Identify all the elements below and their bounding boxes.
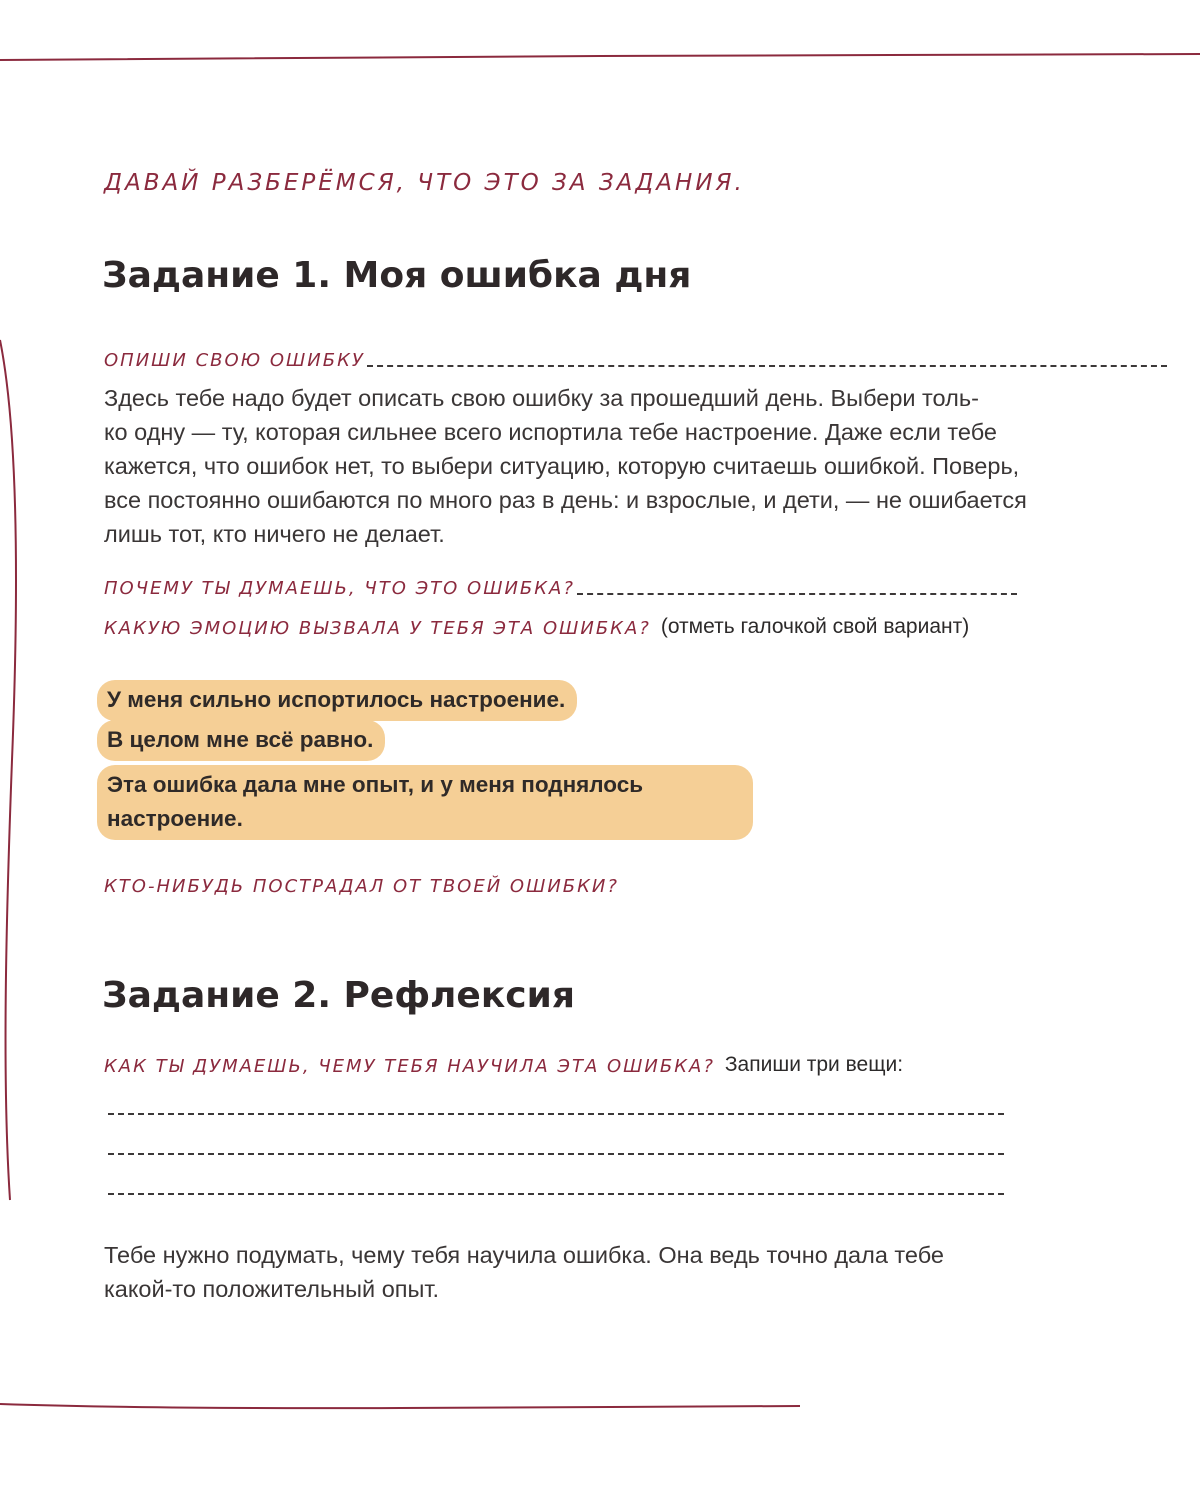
option-label: У меня сильно испортилось настроение. bbox=[107, 687, 566, 712]
answer-line-3[interactable] bbox=[108, 1193, 1004, 1195]
answer-line-2[interactable] bbox=[108, 1153, 1004, 1155]
emotion-hint: (отметь галочкой свой вариант) bbox=[660, 615, 970, 638]
emotion-prompt-row bbox=[104, 615, 969, 639]
describe-answer-line[interactable] bbox=[367, 365, 1167, 367]
learned-prompt-suffix: Запиши три вещи: bbox=[724, 1053, 904, 1076]
emotion-option-indifferent[interactable] bbox=[97, 720, 385, 761]
emotion-option-experience[interactable] bbox=[97, 765, 753, 840]
description-line: кажется, что ошибок нет, то выбери ситуацию, которую считаешь ошибкой. Поверь, bbox=[104, 453, 1020, 479]
learned-prompt-row bbox=[104, 1053, 903, 1077]
describe-prompt: ОПИШИ СВОЮ ОШИБКУ bbox=[104, 350, 365, 371]
intro-heading: ДАВАЙ РАЗБЕРЁМСЯ, ЧТО ЭТО ЗА ЗАДАНИЯ. bbox=[104, 170, 745, 196]
footer-line: Тебе нужно подумать, чему тебя научила ошибка. Она ведь точно дала тебе bbox=[104, 1242, 944, 1268]
option-label: настроение. bbox=[107, 806, 243, 831]
emotion-option-upset[interactable] bbox=[97, 680, 577, 721]
description-line: Здесь тебе надо будет описать свою ошибку за прошедший день. Выбери толь- bbox=[104, 385, 979, 411]
task2-footer-text bbox=[104, 1238, 944, 1306]
why-prompt: ПОЧЕМУ ТЫ ДУМАЕШЬ, ЧТО ЭТО ОШИБКА? bbox=[104, 578, 575, 599]
task1-title: Задание 1. Моя ошибка дня bbox=[102, 255, 692, 296]
why-answer-line[interactable] bbox=[577, 593, 1017, 595]
option-label: Эта ошибка дала мне опыт, и у меня поднялось bbox=[107, 772, 644, 797]
why-prompt-row bbox=[104, 578, 1017, 599]
learned-prompt: КАК ТЫ ДУМАЕШЬ, ЧЕМУ ТЕБЯ НАУЧИЛА ЭТА ОШИБКА? bbox=[104, 1056, 715, 1077]
emotion-prompt: КАКУЮ ЭМОЦИЮ ВЫЗВАЛА У ТЕБЯ ЭТА ОШИБКА? bbox=[104, 618, 651, 639]
footer-line: какой-то положительный опыт. bbox=[104, 1276, 440, 1302]
describe-prompt-row bbox=[104, 350, 1167, 371]
answer-line-1[interactable] bbox=[108, 1113, 1004, 1115]
task2-title: Задание 2. Рефлексия bbox=[102, 975, 575, 1016]
description-line: лишь тот, кто ничего не делает. bbox=[104, 521, 445, 547]
description-line: ко одну — ту, которая сильнее всего испортила тебе настроение. Даже если тебе bbox=[104, 419, 997, 445]
option-label: В целом мне всё равно. bbox=[107, 727, 374, 752]
suffered-prompt: КТО-НИБУДЬ ПОСТРАДАЛ ОТ ТВОЕЙ ОШИБКИ? bbox=[104, 876, 619, 897]
description-line: все постоянно ошибаются по много раз в день: и взрослые, и дети, — не ошибается bbox=[104, 487, 1027, 513]
task1-description bbox=[104, 381, 1027, 551]
